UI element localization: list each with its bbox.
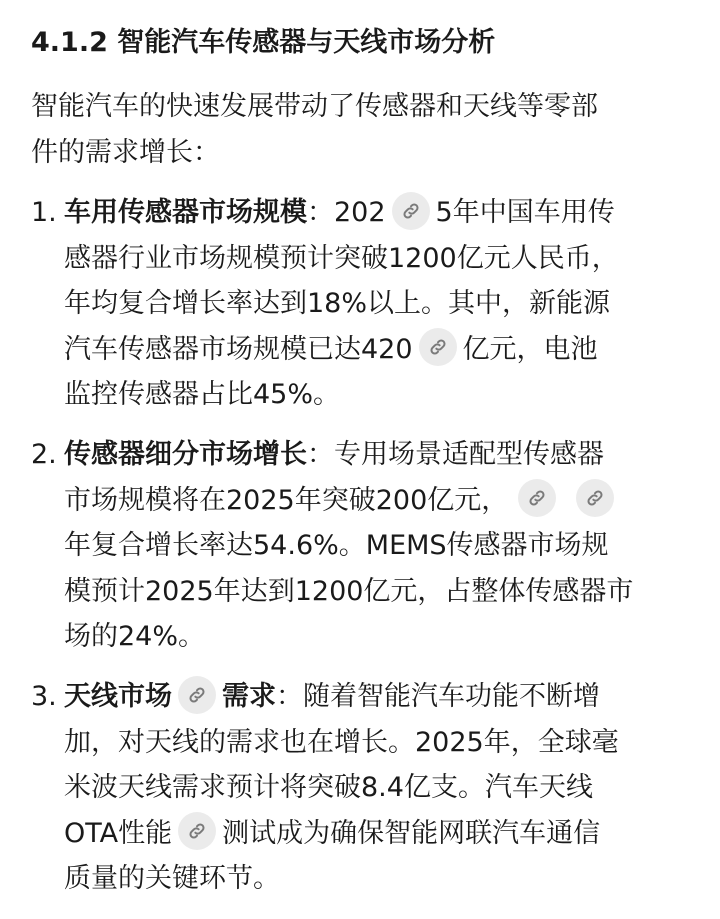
citation-link-button[interactable]	[576, 479, 614, 517]
item-title: 传感器细分市场增长	[64, 439, 307, 470]
intro-line: 智能汽车的快速发展带动了传感器和天线等零部	[31, 91, 598, 122]
text-line	[64, 327, 691, 373]
text-span: 亿元，电池	[462, 333, 598, 365]
list-number: 3.	[31, 681, 57, 712]
link-icon	[187, 821, 207, 841]
text-span: 汽车传感器市场规模已达420	[64, 333, 413, 365]
link-icon	[527, 488, 547, 508]
link-icon	[401, 201, 421, 221]
text-span: 市场规模将在2025年突破200亿元，	[64, 484, 509, 516]
text-line	[64, 674, 691, 720]
citation-link-button[interactable]	[178, 812, 216, 850]
section-heading: 4.1.2 智能汽车传感器与天线市场分析	[31, 27, 496, 58]
text-span: ：随着智能汽车功能不断增	[276, 681, 600, 712]
text-line	[64, 432, 691, 478]
text-span: ：专用场景适配型传感器	[307, 439, 604, 470]
text-span: OTA性能	[64, 817, 173, 849]
citation-link-button[interactable]	[178, 676, 216, 714]
text-span: 测试成为确保智能网联汽车通信	[222, 817, 601, 849]
link-icon	[428, 337, 448, 357]
text-line: 质量的关键环节。	[64, 863, 280, 894]
link-icon	[187, 685, 207, 705]
text-span: ：202	[307, 197, 386, 228]
intro-paragraph	[31, 84, 691, 176]
item-title: 车用传感器市场规模	[64, 197, 307, 228]
text-line	[64, 811, 691, 857]
list-item-2	[31, 432, 691, 660]
list-number: 1.	[31, 197, 57, 228]
list-item-1	[31, 190, 691, 418]
text-line: 加，对天线的需求也在增长。2025年，全球毫	[64, 726, 619, 758]
text-span: 5年中国车用传	[435, 197, 615, 228]
text-line: 年均复合增长率达到18%以上。其中，新能源	[64, 288, 611, 319]
citation-link-button[interactable]	[518, 479, 556, 517]
citation-link-button[interactable]	[392, 192, 430, 230]
list-item-3	[31, 674, 691, 902]
item-title: 需求	[222, 681, 276, 712]
list-number: 2.	[31, 439, 57, 470]
text-line: 模预计2025年达到1200亿元，占整体传感器市	[64, 575, 634, 607]
citation-link-button[interactable]	[419, 328, 457, 366]
item-title: 天线市场	[64, 681, 172, 712]
text-line: 监控传感器占比45%。	[64, 379, 341, 410]
text-line	[64, 190, 691, 236]
list-item-body	[64, 190, 691, 418]
text-line	[64, 478, 691, 524]
text-line: 场的24%。	[64, 621, 206, 652]
link-icon	[585, 488, 605, 508]
list-item-body	[64, 432, 691, 660]
text-line: 米波天线需求预计将突破8.4亿支。汽车天线	[64, 772, 593, 803]
intro-line: 件的需求增长：	[31, 137, 220, 168]
text-line: 感器行业市场规模预计突破1200亿元人民币，	[64, 242, 619, 274]
text-line: 年复合增长率达54.6%。MEMS传感器市场规	[64, 530, 609, 561]
list-item-body	[64, 674, 691, 902]
